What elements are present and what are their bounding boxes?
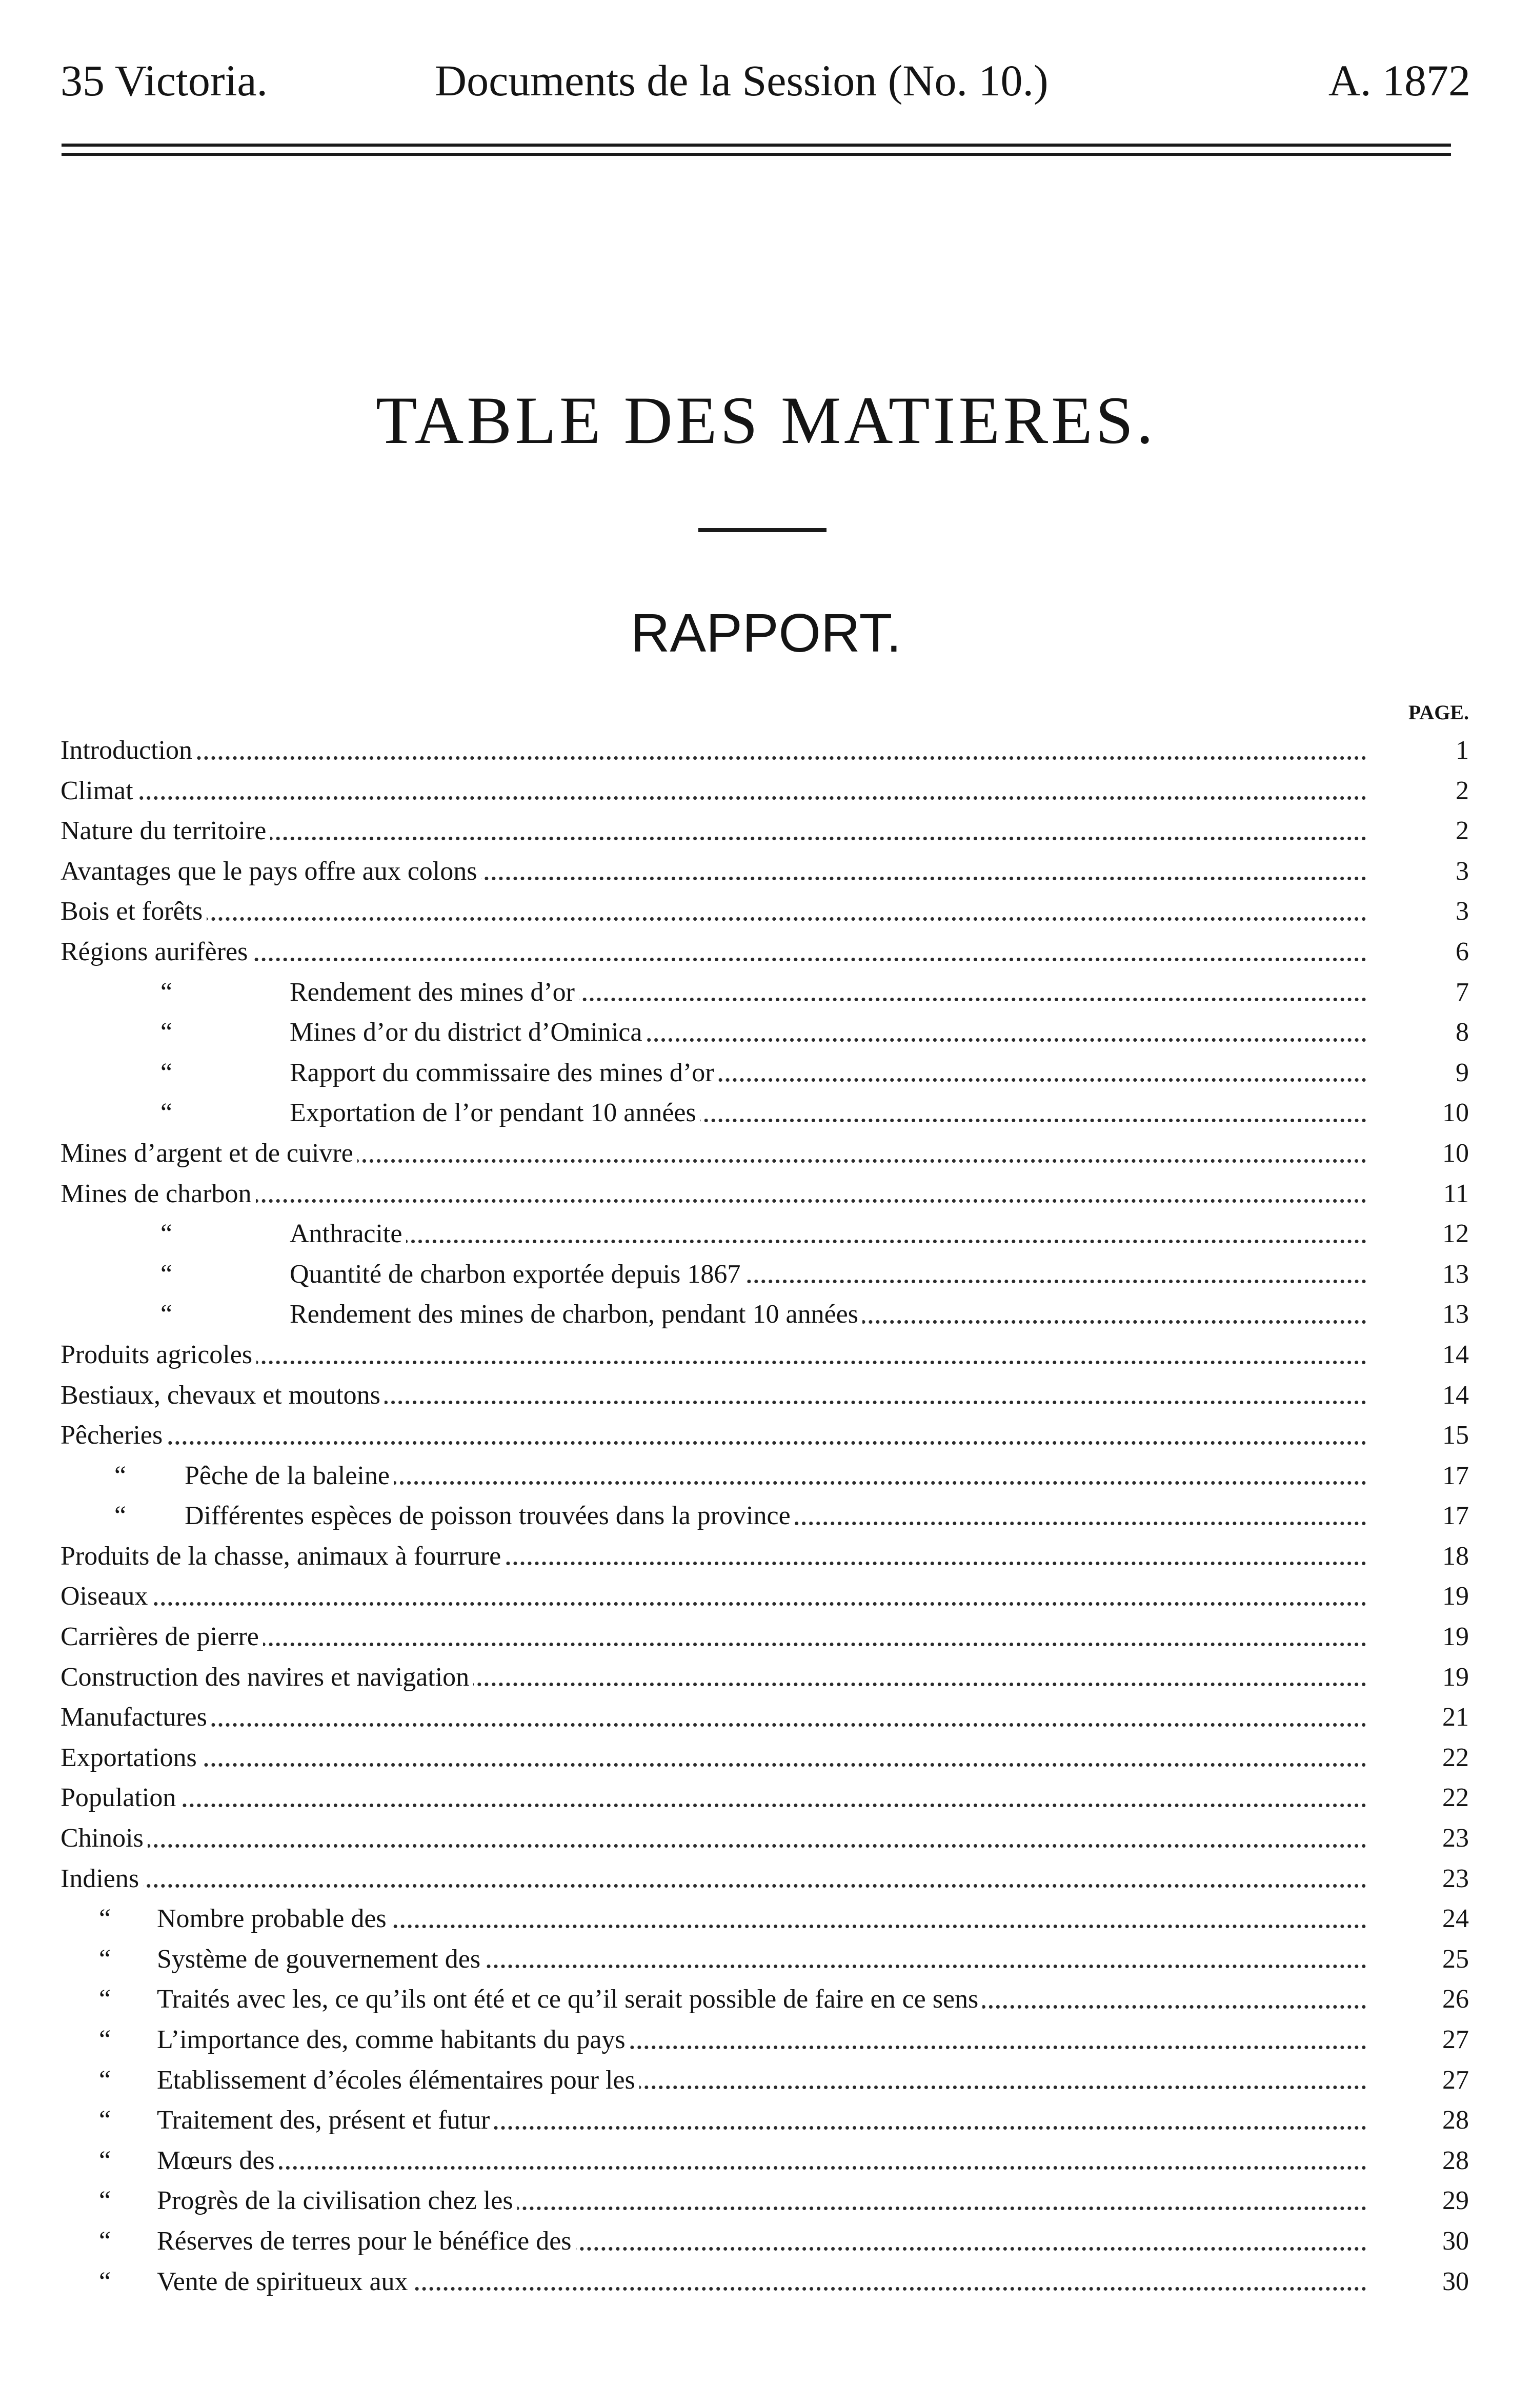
toc-entry-text: Produits de la chasse, animaux à fourrure [61,1542,505,1571]
toc-entry-page: 7 [1456,977,1469,1007]
toc-entry-label [61,1536,1366,1577]
toc-entry-page: 22 [1442,1743,1469,1772]
toc-entry-page: 30 [1442,2226,1469,2256]
ditto-mark: “ [160,1219,173,1249]
toc-entry-page: 29 [1442,2186,1469,2216]
ditto-mark: “ [99,2025,111,2054]
ditto-mark: “ [160,1259,173,1289]
toc-entry [61,1738,1469,1778]
toc-entry-text: Pêcheries [61,1421,167,1450]
toc-entry-label [290,1093,1366,1134]
toc-entry [61,1415,1469,1456]
toc-entry [61,1214,1469,1254]
ditto-mark: “ [99,1904,111,1934]
toc-entry-page: 22 [1442,1783,1469,1813]
toc-entry-label [290,1053,1366,1094]
toc-entry-text: Oiseaux [61,1582,152,1611]
toc-entry-page: 10 [1442,1138,1469,1168]
toc-entry-page: 26 [1442,1985,1469,2014]
toc-entry-label [61,1134,1366,1174]
toc-entry [61,892,1469,932]
ditto-mark: “ [114,1461,127,1490]
toc-entry-page: 14 [1442,1380,1469,1410]
toc-entry-page: 24 [1442,1904,1469,1934]
toc-entry-page: 8 [1456,1018,1469,1047]
toc-entry-text: Traitement des, présent et futur [157,2106,494,2135]
toc-entry-page: 19 [1442,1582,1469,1611]
toc-entry-label [61,1174,1366,1215]
toc-entry [61,1617,1469,1657]
toc-entry [61,771,1469,812]
ditto-mark: “ [114,1501,127,1531]
toc-entry-page: 28 [1442,2146,1469,2175]
toc-entry-label [61,1859,1366,1899]
toc-entry-label [157,2141,1366,2181]
toc-entry-page: 15 [1442,1421,1469,1450]
toc-entry-text: Traités avec les, ce qu’ils ont été et ce qu’il serait possible de faire en ce sens [157,1985,982,2014]
toc-entry-text: Réserves de terres pour le bénéfice des [157,2227,576,2256]
toc-entry-label [61,1697,1366,1738]
toc-entry [61,731,1469,771]
toc-entry [61,1859,1469,1899]
toc-entry-label [61,892,1366,932]
toc-entry-page: 19 [1442,1662,1469,1692]
ditto-mark: “ [160,1098,173,1128]
toc-entry [61,1294,1469,1335]
toc-entry [61,1456,1469,1496]
toc-entry-label [61,932,1366,973]
toc-entry-page: 23 [1442,1824,1469,1853]
toc-entry-label [290,973,1366,1013]
toc-entry-text: Indiens [61,1864,143,1893]
toc-entry [61,1375,1469,1416]
toc-entry-label [157,1939,1366,1980]
toc-entry-page: 18 [1442,1541,1469,1571]
header-document-title: Documents de la Session (No. 10.) [435,56,1049,105]
toc-entry [61,2020,1469,2060]
toc-entry-page: 30 [1442,2267,1469,2296]
toc-entry-label [157,2181,1366,2221]
toc-entry-text: Anthracite [290,1219,406,1248]
toc-entry-text: Nature du territoire [61,816,270,845]
toc-entry-text: Rendement des mines d’or [290,978,579,1007]
toc-entry-page: 10 [1442,1098,1469,1128]
toc-entry-page: 17 [1442,1461,1469,1490]
toc-entry-label [61,852,1366,892]
toc-entry-text: Manufactures [61,1703,211,1732]
toc-entry-text: Chinois [61,1824,148,1853]
toc-entry-label [61,1657,1366,1698]
toc-entry-text: Pêche de la baleine [185,1461,394,1490]
section-title: RAPPORT. [630,603,902,663]
header-year: A. 1872 [1328,56,1470,105]
toc-entry-text: Mines d’or du district d’Ominica [290,1018,646,1047]
toc-entry-text: L’importance des, comme habitants du pays [157,2025,630,2054]
toc-entry-text: Climat [61,776,137,805]
toc-entry-text: Mœurs des [157,2146,279,2175]
toc-entry-page: 27 [1442,2025,1469,2054]
toc-entry-label [61,1335,1366,1375]
toc-entry [61,1576,1469,1617]
table-of-contents [61,731,1469,2302]
toc-entry-label [61,1415,1366,1456]
toc-entry-label [290,1254,1366,1295]
toc-entry [61,1536,1469,1577]
toc-entry-text: Introduction [61,736,196,765]
toc-entry-page: 28 [1442,2106,1469,2135]
toc-entry-page: 3 [1456,897,1469,926]
ditto-mark: “ [99,1944,111,1974]
toc-entry-label [290,1013,1366,1053]
ditto-mark: “ [160,1300,173,1329]
ditto-mark: “ [99,2186,111,2216]
toc-entry-text: Exportation de l’or pendant 10 années [290,1098,700,1127]
toc-entry-text: Population [61,1783,180,1812]
header-rule-top [62,144,1451,147]
toc-entry-page: 3 [1456,856,1469,886]
toc-entry [61,1697,1469,1738]
page-column-label: PAGE. [1408,701,1469,724]
toc-entry [61,2221,1469,2262]
toc-entry-page: 23 [1442,1864,1469,1893]
toc-entry-label [61,1375,1366,1416]
toc-entry-label [290,1294,1366,1335]
toc-entry-label [157,2221,1366,2262]
title-divider [698,528,827,532]
ditto-mark: “ [99,2106,111,2135]
toc-entry-page: 9 [1456,1058,1469,1087]
toc-entry [61,1013,1469,1053]
toc-entry-page: 2 [1456,776,1469,805]
toc-entry [61,2141,1469,2181]
toc-entry [61,1335,1469,1375]
toc-entry-label [157,2060,1366,2101]
ditto-mark: “ [99,2267,111,2296]
toc-entry-label [61,731,1366,771]
toc-entry [61,1818,1469,1859]
toc-entry-text: Système de gouvernement des [157,1945,485,1974]
toc-entry [61,973,1469,1013]
toc-entry [61,2181,1469,2221]
toc-entry-text: Avantages que le pays offre aux colons [61,857,481,886]
toc-entry-page: 27 [1442,2065,1469,2095]
ditto-mark: “ [160,1058,173,1087]
toc-entry [61,1657,1469,1698]
toc-entry-page: 19 [1442,1622,1469,1652]
toc-entry [61,1496,1469,1536]
toc-entry-text: Rendement des mines de charbon, pendant 10 années [290,1300,862,1329]
toc-entry-page: 13 [1442,1300,1469,1329]
toc-entry-text: Vente de spiritueux aux [157,2267,412,2296]
toc-entry [61,1899,1469,1939]
toc-entry-label [185,1456,1366,1496]
toc-entry [61,1093,1469,1134]
toc-entry-page: 12 [1442,1219,1469,1249]
toc-entry-text: Progrès de la civilisation chez les [157,2186,517,2215]
toc-entry [61,852,1469,892]
toc-entry [61,2060,1469,2101]
ditto-mark: “ [99,2226,111,2256]
toc-entry [61,1174,1469,1215]
toc-entry-label [61,1818,1366,1859]
toc-entry-text: Rapport du commissaire des mines d’or [290,1058,718,1087]
toc-entry-text: Carrières de pierre [61,1622,263,1651]
ditto-mark: “ [99,2146,111,2175]
toc-entry-label [157,2020,1366,2060]
toc-entry-page: 25 [1442,1944,1469,1974]
toc-entry [61,1134,1469,1174]
toc-entry-label [61,1738,1366,1778]
toc-entry-page: 2 [1456,816,1469,846]
toc-entry-label [157,1979,1366,2020]
toc-entry-label [185,1496,1366,1536]
toc-entry-text: Bestiaux, chevaux et moutons [61,1381,385,1410]
ditto-mark: “ [99,1985,111,2014]
toc-entry-text: Mines de charbon [61,1179,256,1208]
ditto-mark: “ [160,977,173,1007]
toc-entry-page: 21 [1442,1703,1469,1732]
toc-entry-text: Nombre probable des [157,1904,391,1933]
toc-entry-text: Bois et forêts [61,897,207,926]
toc-entry-text: Mines d’argent et de cuivre [61,1139,357,1168]
toc-entry-label [61,811,1366,852]
toc-entry [61,2262,1469,2302]
toc-entry-text: Etablissement d’écoles élémentaires pour les [157,2066,639,2095]
toc-entry [61,1254,1469,1295]
toc-entry-page: 6 [1456,937,1469,966]
header-volume: 35 Victoria. [61,56,268,105]
page-title: TABLE DES MATIERES. [375,382,1157,458]
toc-entry [61,1939,1469,1980]
toc-entry-page: 14 [1442,1340,1469,1369]
toc-entry [61,1778,1469,1818]
toc-entry-text: Construction des navires et navigation [61,1663,473,1692]
ditto-mark: “ [160,1018,173,1047]
toc-entry [61,1979,1469,2020]
toc-entry [61,932,1469,973]
toc-entry-label [290,1214,1366,1254]
toc-entry-page: 11 [1443,1179,1469,1208]
toc-entry [61,811,1469,852]
toc-entry-page: 17 [1442,1501,1469,1531]
toc-entry-text: Exportations [61,1743,201,1772]
toc-entry-label [157,2100,1366,2141]
toc-entry-label [157,2262,1366,2302]
toc-entry-text: Produits agricoles [61,1340,256,1369]
toc-entry-label [157,1899,1366,1939]
header-rule-bottom [62,153,1451,156]
ditto-mark: “ [99,2065,111,2095]
toc-entry-label [61,1617,1366,1657]
toc-entry-label [61,1576,1366,1617]
toc-entry-label [61,1778,1366,1818]
toc-entry-text: Régions aurifères [61,937,252,966]
running-header [61,47,1470,114]
toc-entry-page: 13 [1442,1259,1469,1289]
toc-entry [61,2100,1469,2141]
toc-entry-text: Quantité de charbon exportée depuis 1867 [290,1260,744,1289]
toc-entry-page: 1 [1456,736,1469,765]
toc-entry-text: Différentes espèces de poisson trouvées dans la province [185,1501,795,1530]
toc-entry [61,1053,1469,1094]
toc-entry-label [61,771,1366,812]
